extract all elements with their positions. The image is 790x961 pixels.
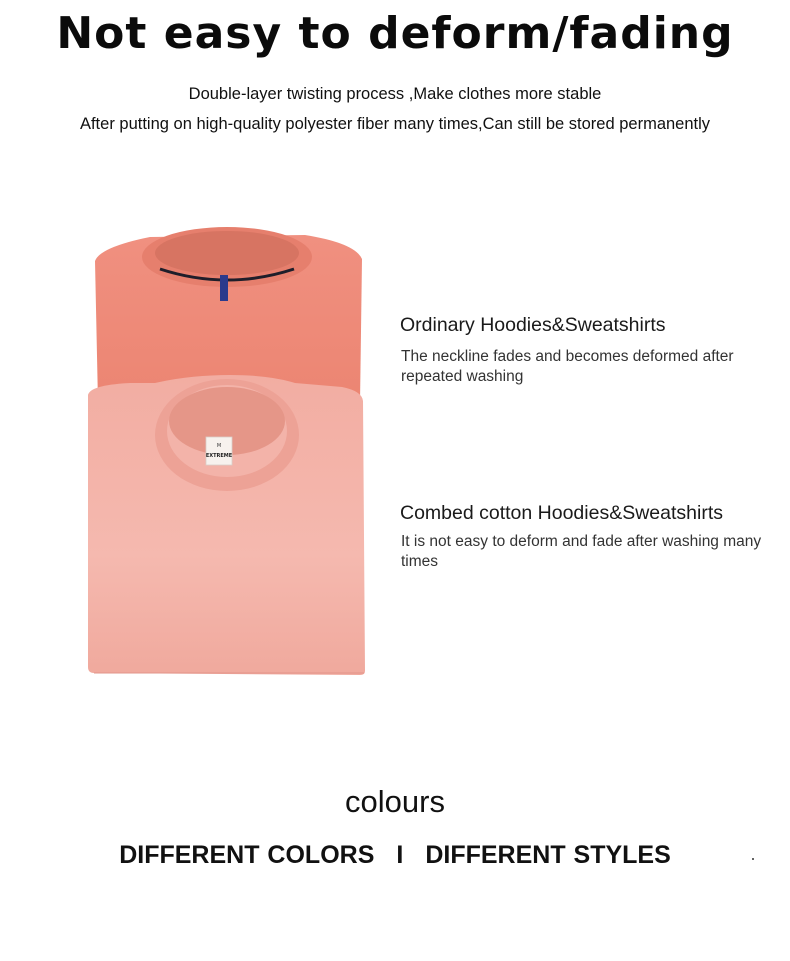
different-colors-text: DIFFERENT COLORS [119,841,375,869]
combed-cotton-heading: Combed cotton Hoodies&Sweatshirts [400,502,723,524]
subtitle-line-2: After putting on high-quality polyester fiber many times,Can still be stored permanently [79,115,711,133]
label-size: M [216,443,222,449]
combed-cotton-sweatshirt [88,375,365,675]
page-title: Not easy to deform/fading [56,8,734,59]
subtitle-line-1: Double-layer twisting process ,Make clothes more stable [188,85,602,103]
decorative-dot [752,858,754,860]
colours-heading: colours [345,784,445,819]
different-colors-styles-row [0,841,790,870]
ordinary-heading: Ordinary Hoodies&Sweatshirts [400,314,666,336]
ordinary-description: The neckline fades and becomes deformed after repeated washing [401,348,734,385]
label-brand: EXTREME [205,453,233,459]
different-styles-text: DIFFERENT STYLES [425,841,671,869]
separator: I [396,841,404,869]
combed-cotton-description: It is not easy to deform and fade after washing many times [401,533,762,570]
sweatshirts-image [80,225,380,685]
